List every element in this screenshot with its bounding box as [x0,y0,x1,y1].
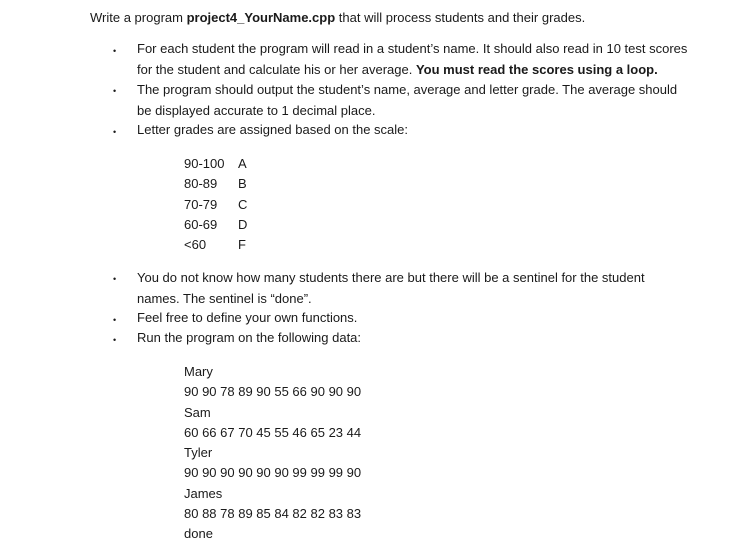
bullet-marker: • [113,315,117,325]
bullet-line: Letter grades are assigned based on the scale: [137,122,409,137]
grade-range: 90-100 [184,156,225,171]
data-line: Tyler [184,445,213,461]
data-line: 90 90 90 90 90 90 99 99 99 90 [184,465,362,481]
bullet-item-output [137,80,677,121]
bullet-line: Feel free to define your own functions. [137,310,358,325]
bullet-item-read-scores [137,39,687,80]
data-line: 90 90 78 89 90 55 66 90 90 90 [184,384,362,400]
data-line: Sam [184,404,211,420]
bullet-item-run-program [137,328,361,349]
grade-row [184,154,258,174]
bullet-line: You do not know how many students there are but there will be a sentinel for the student [137,270,645,285]
grade-range: 80-89 [184,176,218,192]
bullet-item-sentinel [137,268,645,309]
bullet-line: names. The sentinel is “done”. [137,290,312,306]
grade-letter: C [238,196,248,212]
data-line: done [184,526,213,542]
grade-row [184,215,258,235]
grade-letter: B [238,176,247,192]
bullet-bold-requirement: You must read the scores using a loop. [415,61,658,77]
bullet-line-text: for the student and calculate his or her average. [137,61,416,77]
bullet-item-letter-grades [137,120,408,141]
data-line: James [184,485,223,501]
data-line: 60 66 67 70 45 55 46 65 23 44 [184,424,362,440]
bullet-marker: • [113,274,117,284]
bullet-item-functions [137,308,357,329]
bullet-line: For each student the program will read in a student’s name. It should also read in 10 test scores [137,41,688,56]
bullet-marker: • [113,335,117,345]
grade-letter: A [238,156,247,171]
bullet-marker: • [113,127,117,137]
bullet-line: Run the program on the following data: [137,330,362,345]
bullet-line [137,60,687,81]
bullet-marker: • [113,46,117,56]
bullet-marker: • [113,86,117,96]
grade-row [184,235,258,255]
grade-letter: F [238,237,246,253]
grade-range: 70-79 [184,196,218,212]
intro-suffix: that will process students and their grades. [335,10,586,25]
grade-row [184,195,258,215]
grade-range: <60 [184,237,207,253]
intro-filename: project4_YourName.cpp [186,10,336,25]
grade-letter: D [238,216,248,232]
data-line: Mary [184,364,213,379]
grade-range: 60-69 [184,216,218,232]
bullet-line: be displayed accurate to 1 decimal place. [137,102,376,118]
grade-scale-table [184,154,258,255]
bullet-line: The program should output the student’s name, average and letter grade. The average should [137,82,678,97]
data-line: 80 88 78 89 85 84 82 82 83 83 [184,506,362,522]
sample-data-block [184,362,361,545]
intro-prefix: Write a program [90,10,187,25]
grade-row [184,174,258,194]
intro-paragraph [90,9,585,26]
